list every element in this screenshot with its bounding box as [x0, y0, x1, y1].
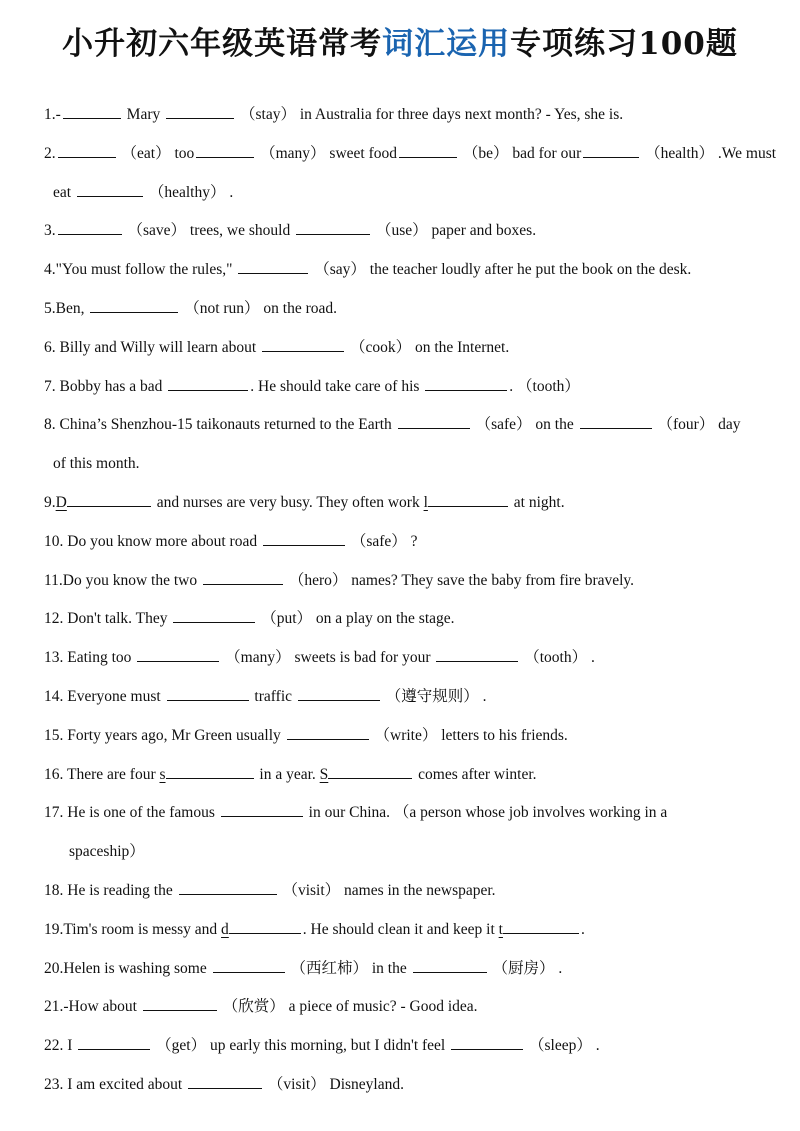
- q20-text-b: （西红柿） in the: [286, 959, 411, 977]
- q9-blank-2[interactable]: [428, 505, 508, 507]
- q21-text-b: （欣赏） a piece of music? - Good idea.: [218, 998, 478, 1016]
- question-23: [44, 1066, 784, 1105]
- q8-text-a: 8. China’s Shenzhou-15 taikonauts returned to the Earth: [44, 416, 396, 434]
- q12-text-b: （put） on a play on the stage.: [257, 610, 455, 628]
- q6-text-a: 6. Billy and Willy will learn about: [44, 338, 261, 356]
- q14-text-c: （遵守规则） .: [381, 687, 487, 705]
- q2-blank-3[interactable]: [399, 156, 457, 158]
- q20-text-c: （厨房） .: [488, 959, 563, 977]
- title-part2: 专项练习100题: [510, 26, 738, 62]
- q17-text-a: 17. He is one of the famous: [44, 804, 219, 822]
- q19-text-a: 19.Tim's room is messy and: [44, 920, 222, 938]
- question-16: [44, 756, 784, 795]
- q1-text-a: 1.-: [44, 106, 61, 123]
- question-6: [44, 329, 784, 368]
- q9-blank-1[interactable]: [67, 505, 151, 507]
- q7-text-a: 7. Bobby has a bad: [44, 377, 167, 395]
- q1-text-c: （stay） in Australia for three days next month? - Yes, she is.: [236, 106, 624, 123]
- q14-blank-2[interactable]: [298, 699, 380, 701]
- q3-text-b: （save） trees, we should: [123, 222, 295, 240]
- q6-text-b: （cook） on the Internet.: [346, 338, 510, 356]
- q2-text-f: eat: [53, 183, 75, 201]
- question-10: [44, 523, 784, 562]
- q2-text-e: （health） .We must: [641, 144, 777, 162]
- q1-blank-2[interactable]: [166, 117, 234, 119]
- q17-text-c: spaceship）: [69, 843, 145, 861]
- q12-blank-1[interactable]: [173, 621, 255, 623]
- q22-text-b: （get） up early this morning, but I didn't feel: [152, 1037, 450, 1055]
- question-8-line-2: [44, 445, 784, 484]
- question-9: [44, 484, 784, 523]
- q13-blank-2[interactable]: [436, 660, 518, 662]
- question-2-line-2: [44, 174, 784, 213]
- q19-text-b: . He should clean it and keep it: [302, 920, 499, 938]
- q19-text-c: .: [580, 920, 585, 938]
- question-14: [44, 678, 784, 717]
- q22-blank-2[interactable]: [451, 1048, 523, 1050]
- q8-blank-1[interactable]: [398, 427, 470, 429]
- q16-initial-1: s: [159, 765, 166, 783]
- q5-blank-1[interactable]: [90, 311, 178, 313]
- q6-blank-1[interactable]: [262, 350, 344, 352]
- q19-initial-2: t: [498, 920, 503, 938]
- q23-text-b: （visit） Disneyland.: [264, 1075, 404, 1093]
- q16-text-a: 16. There are four: [44, 765, 160, 783]
- q13-text-c: （tooth） .: [520, 649, 595, 667]
- question-15: [44, 717, 784, 756]
- q15-text-b: （write） letters to his friends.: [370, 726, 568, 744]
- q22-text-c: （sleep） .: [525, 1037, 600, 1055]
- q4-blank-1[interactable]: [238, 272, 308, 274]
- q2-blank-4[interactable]: [583, 156, 639, 158]
- q3-text-c: （use） paper and boxes.: [372, 222, 537, 240]
- q13-blank-1[interactable]: [137, 660, 219, 662]
- q9-initial-2: l: [423, 493, 428, 511]
- q9-text-a: 9.: [44, 493, 56, 511]
- question-list: [44, 96, 784, 1105]
- q22-text-a: 22. I: [44, 1037, 77, 1055]
- q3-blank-1[interactable]: [58, 233, 122, 235]
- q11-text-a: 11.Do you know the two: [44, 571, 201, 589]
- q8-blank-2[interactable]: [580, 427, 652, 429]
- q14-text-a: 14. Everyone must: [44, 687, 165, 705]
- question-4: [44, 251, 784, 290]
- q11-text-b: （hero） names? They save the baby from fire bravely.: [285, 571, 635, 589]
- q2-text-a: 2.: [44, 144, 56, 162]
- question-17-line-2: [44, 833, 784, 872]
- q17-blank-1[interactable]: [221, 815, 303, 817]
- q16-text-b: in a year.: [255, 765, 320, 783]
- question-20: [44, 950, 784, 989]
- q19-blank-1[interactable]: [229, 932, 301, 934]
- q10-blank-1[interactable]: [263, 544, 345, 546]
- question-8-line-1: [44, 406, 784, 445]
- q14-blank-1[interactable]: [167, 699, 249, 701]
- q20-blank-1[interactable]: [213, 971, 285, 973]
- q20-blank-2[interactable]: [413, 971, 487, 973]
- q21-blank-1[interactable]: [143, 1009, 217, 1011]
- q8-text-d: of this month.: [53, 455, 140, 473]
- title-highlight: 词汇运用: [382, 26, 511, 62]
- q23-blank-1[interactable]: [188, 1087, 262, 1089]
- q22-blank-1[interactable]: [78, 1048, 150, 1050]
- q7-text-b: . He should take care of his: [250, 377, 424, 395]
- q3-blank-2[interactable]: [296, 233, 370, 235]
- q8-text-b: （safe） on the: [471, 416, 578, 434]
- q15-blank-1[interactable]: [287, 738, 369, 740]
- q15-text-a: 15. Forty years ago, Mr Green usually: [44, 726, 285, 744]
- question-5: [44, 290, 784, 329]
- title-part1: 小升初六年级英语常考: [62, 26, 383, 62]
- question-12: [44, 600, 784, 639]
- question-13: [44, 639, 784, 678]
- q5-text-a: 5.Ben,: [44, 299, 89, 317]
- q9-text-b: and nurses are very busy. They often work: [152, 493, 424, 511]
- q1-blank-1[interactable]: [63, 117, 121, 119]
- q4-text-a: 4."You must follow the rules,": [44, 261, 237, 279]
- q2-text-d: （be） bad for our: [459, 144, 582, 162]
- q14-text-b: traffic: [250, 687, 296, 705]
- question-1: [44, 96, 784, 135]
- question-11: [44, 562, 784, 601]
- q2-text-b: （eat） too: [117, 144, 195, 162]
- q7-text-c: . （tooth）: [509, 377, 580, 395]
- q1-text-b: Mary: [122, 106, 165, 123]
- q7-blank-2[interactable]: [425, 389, 507, 391]
- question-3: [44, 212, 784, 251]
- q12-text-a: 12. Don't talk. They: [44, 610, 172, 628]
- q4-text-b: （say） the teacher loudly after he put the book on the desk.: [310, 261, 692, 279]
- q13-text-b: （many） sweets is bad for your: [221, 649, 435, 667]
- q18-text-b: （visit） names in the newspaper.: [278, 881, 496, 899]
- question-18: [44, 872, 784, 911]
- q7-blank-1[interactable]: [168, 389, 248, 391]
- page-title: [0, 18, 800, 63]
- question-21: [44, 988, 784, 1027]
- q19-initial-1: d: [221, 920, 229, 938]
- q11-blank-1[interactable]: [203, 583, 283, 585]
- q17-text-b: in our China. （a person whose job involves working in a: [304, 804, 668, 822]
- q9-text-c: at night.: [509, 493, 565, 511]
- q5-text-b: （not run） on the road.: [180, 299, 338, 317]
- question-2-line-1: [44, 135, 784, 174]
- q21-text-a: 21.-How about: [44, 998, 141, 1016]
- question-17-line-1: [44, 794, 784, 833]
- q19-blank-2[interactable]: [503, 932, 579, 934]
- q9-initial-1: D: [55, 493, 67, 511]
- q23-text-a: 23. I am excited about: [44, 1075, 187, 1093]
- q18-blank-1[interactable]: [179, 893, 277, 895]
- q13-text-a: 13. Eating too: [44, 649, 136, 667]
- q16-text-c: comes after winter.: [414, 765, 537, 783]
- q16-blank-2[interactable]: [328, 777, 412, 779]
- q16-blank-1[interactable]: [166, 777, 254, 779]
- question-22: [44, 1027, 784, 1066]
- q16-initial-2: S: [319, 765, 329, 783]
- q2-text-c: （many） sweet food: [256, 144, 398, 162]
- question-19: [44, 911, 784, 950]
- q2-blank-2[interactable]: [196, 156, 254, 158]
- q8-text-c: （four） day: [653, 416, 741, 434]
- q20-text-a: 20.Helen is washing some: [44, 959, 211, 977]
- q10-text-b: （safe） ?: [346, 532, 418, 550]
- q2-text-g: （healthy） .: [144, 183, 234, 201]
- q18-text-a: 18. He is reading the: [44, 881, 177, 899]
- q2-blank-5[interactable]: [77, 195, 143, 197]
- q3-text-a: 3.: [44, 222, 56, 240]
- q10-text-a: 10. Do you know more about road: [44, 532, 261, 550]
- q2-blank-1[interactable]: [58, 156, 116, 158]
- question-7: [44, 368, 784, 407]
